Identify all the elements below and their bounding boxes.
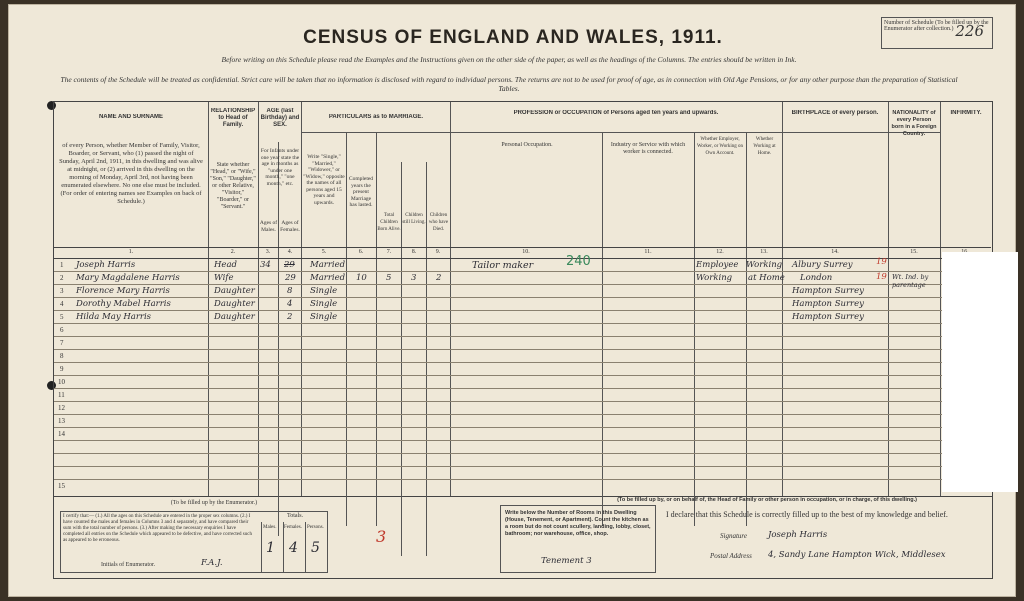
row-number: 11: [58, 391, 65, 399]
person-occupation: Tailor maker: [472, 260, 534, 271]
col-children-living: Children still Living.: [402, 213, 426, 225]
person-employer-status: Employee: [696, 260, 739, 270]
person-birthplace: London: [800, 273, 833, 283]
row-number: 4: [60, 300, 64, 308]
col-nationality-title: NATIONALITY of every Person born in a Foreign Country.: [891, 110, 937, 137]
col-number: 13.: [760, 249, 768, 255]
col-industry: Industry or Service with which worker is connected.: [610, 142, 686, 155]
col-infirmity-title: INFIRMITY.: [950, 110, 982, 116]
page-title: CENSUS OF ENGLAND AND WALES, 1911.: [303, 27, 723, 48]
col-number: 5.: [321, 249, 327, 255]
person-age-male: 34: [260, 260, 271, 270]
col-number: 4.: [287, 249, 293, 255]
person-birthplace: Hampton Surrey: [792, 299, 864, 309]
children-born: 5: [386, 273, 392, 283]
children-died: 2: [436, 273, 442, 283]
schedule-label: Number of Schedule (To be filled up by the Enumerator after collection.): [884, 20, 989, 32]
signature: Joseph Harris: [768, 530, 828, 540]
person-name: Hilda May Harris: [76, 312, 152, 322]
person-name: Florence Mary Harris: [76, 286, 170, 296]
col-number: 14.: [831, 249, 839, 255]
row-number: 12: [58, 404, 65, 412]
person-relationship: Daughter: [214, 312, 255, 322]
row-number: 3: [60, 287, 64, 295]
red-mark: 3: [376, 527, 387, 546]
total-females: 4: [289, 540, 298, 556]
col-birthplace-title: BIRTHPLACE of every person.: [791, 110, 879, 116]
enumerator-initials: F.A.J.: [201, 558, 223, 568]
redacted-area: [942, 252, 1018, 492]
person-relationship: Daughter: [214, 286, 255, 296]
person-relationship: Daughter: [214, 299, 255, 309]
person-employer-status: Working: [696, 273, 733, 283]
person-age-female: 29: [285, 273, 296, 283]
col-age-desc: For Infants under one year state the age in months as "under one month," "one month," etc.: [260, 148, 300, 187]
census-table: [53, 101, 993, 497]
instruction-line-2: The contents of the Schedule will be treated as confidential. Strict care will be taken that no information is disclosed with regard to individual persons. The returns are not to be used for proof of age, as in connection with Old Age Pensions, or for any other purpose than the preparation of Statistical Tables.: [60, 75, 958, 93]
col-relationship-desc: State whether "Head," or "Wife," "Son," "Daughter," or other Relative, "Visitor," "Boarder," or "Servant.": [210, 162, 256, 210]
person-relationship: Wife: [214, 273, 234, 283]
col-name-title: NAME AND SURNAME: [98, 114, 164, 120]
enumerator-box: [60, 511, 328, 573]
census-schedule: [8, 4, 1016, 597]
address-label: Postal Address: [710, 552, 752, 560]
person-name: Joseph Harris: [76, 260, 136, 270]
person-relationship: Head: [214, 260, 237, 270]
col-number: 15.: [910, 249, 918, 255]
postal-address: 4, Sandy Lane Hampton Wick, Middlesex: [768, 550, 946, 560]
rooms-instruction: Write below the Number of Rooms in this Dwelling (House, Tenement, or Apartment). Count the kitchen as a room but do not count scullery, landing, lobby, closet, bathroom; nor warehouse, office, shop.: [505, 510, 651, 537]
col-number: 10.: [522, 249, 530, 255]
col-ages-females: Ages of Females.: [280, 220, 300, 233]
initials-label: Initials of Enumerator.: [101, 562, 156, 568]
person-name: Mary Magdalene Harris: [76, 273, 180, 283]
col-profession-title: PROFESSION or OCCUPATION of Persons aged ten years and upwards.: [513, 110, 719, 116]
footer-section: [53, 497, 993, 579]
col-marriage-years: Completed years the present Marriage has lasted.: [348, 176, 374, 208]
col-number: 3.: [265, 249, 271, 255]
row-number: 14: [58, 430, 65, 438]
instruction-line-1: Before writing on this Schedule please read the Examples and the Instructions given on the other side of the paper, as well as the headings of the Columns. The entries should be written in Ink.: [221, 55, 797, 64]
row-number: 8: [60, 352, 64, 360]
males-label: Males.: [263, 525, 277, 530]
persons-label: Persons.: [307, 525, 324, 530]
signature-label: Signature: [720, 532, 747, 540]
col-ages-males: Ages of Males.: [259, 220, 278, 233]
enumerator-certify: I certify that:— (1.) All the ages on this Schedule are entered in the proper sex columns. (2.) I have counted the males and females in Columns 3 and 4 separately, and have compared their sum with the total number of persons. (3.) After making the necessary enquiries I have completed all entries on the Schedule which appeared to be defective, and have corrected such as appeared to be erroneous.: [63, 514, 252, 543]
col-employer: Whether Employer, Worker, or Working on Own Account.: [696, 137, 744, 156]
col-relationship-title: RELATIONSHIP to Head of Family.: [210, 108, 256, 128]
person-age-female: 2: [287, 312, 293, 322]
person-marriage-status: Married: [310, 273, 346, 283]
declaration-text: I declare that this Schedule is correctly filled up to the best of my knowledge and belief.: [666, 510, 948, 519]
red-annotation: 19: [876, 257, 887, 267]
row-number: 6: [60, 326, 64, 334]
col-personal-occupation: Personal Occupation.: [501, 142, 553, 148]
struck-age: 29: [284, 260, 295, 270]
children-living: 3: [411, 273, 417, 283]
person-birthplace: Hampton Surrey: [792, 286, 864, 296]
row-number: 5: [60, 313, 64, 321]
col-at-home: Whether Working at Home.: [753, 137, 776, 156]
rooms-value: Tenement 3: [541, 556, 592, 566]
col-children-died: Children who have Died.: [428, 213, 449, 232]
marriage-years: 10: [356, 273, 367, 283]
col-marriage-status: Write "Single," "Married," "Widower," or "Widow," opposite the names of all persons aged 15 years and upwards.: [303, 154, 345, 206]
person-name: Dorothy Mabel Harris: [76, 299, 171, 309]
col-children-born: Total Children Born Alive.: [377, 213, 401, 232]
col-number: 12.: [716, 249, 724, 255]
col-number: 1.: [128, 249, 134, 255]
enumerator-heading: (To be filled up by the Enumerator.): [170, 500, 258, 506]
row-number: 9: [60, 365, 64, 373]
row-number: 15: [58, 482, 65, 490]
row-number: 2: [60, 274, 64, 282]
person-marriage-status: Married: [310, 260, 346, 270]
total-males: 1: [266, 540, 275, 556]
rooms-box: [500, 505, 656, 573]
col-number: 7.: [386, 249, 392, 255]
row-number: 7: [60, 339, 64, 347]
row-number: 10: [58, 378, 65, 386]
person-marriage-status: Single: [310, 312, 338, 322]
person-at-home: at Home: [748, 273, 785, 283]
declaration-heading: (To be filled up by, or on behalf of, the Head of Family or other person in occupation, or in charge, of this dwelling.): [617, 497, 917, 503]
total-persons: 5: [311, 540, 320, 556]
col-number: 11.: [644, 249, 652, 255]
person-birthplace: Hampton Surrey: [792, 312, 864, 322]
person-marriage-status: Single: [310, 299, 338, 309]
person-age-female: 4: [287, 299, 293, 309]
person-age-female: 8: [287, 286, 293, 296]
person-at-home: Working: [746, 260, 783, 270]
row-number: 13: [58, 417, 65, 425]
green-annotation: 240: [566, 254, 591, 269]
row-number: 1: [60, 261, 64, 269]
nationality-note: Wt. Ind. by parentage: [892, 273, 929, 289]
females-label: Females.: [284, 525, 302, 530]
col-number: 9.: [435, 249, 441, 255]
col-age-title: AGE (last Birthday) and SEX.: [260, 108, 300, 128]
col-name-desc: of every Person, whether Member of Family, Visitor, Boarder, or Servant, who (1) passed the night of Sunday, April 2nd, 1911, in this dwelling and was alive at midnight, or (2) arrived in this dwelling on the morning of Monday, April 3rd, not having been enumerated elsewhere. No one else must be included. (For order of entering names see Examples on back of Schedule.): [59, 142, 203, 205]
col-number: 6.: [358, 249, 364, 255]
red-annotation: 19: [876, 272, 887, 282]
col-marriage-title: PARTICULARS as to MARRIAGE.: [328, 114, 424, 120]
schedule-number: 226: [955, 22, 984, 40]
col-number: 2.: [230, 249, 236, 255]
person-marriage-status: Single: [310, 286, 338, 296]
col-number: 8.: [411, 249, 417, 255]
totals-label: Totals.: [287, 513, 304, 519]
person-birthplace: Albury Surrey: [792, 260, 853, 270]
